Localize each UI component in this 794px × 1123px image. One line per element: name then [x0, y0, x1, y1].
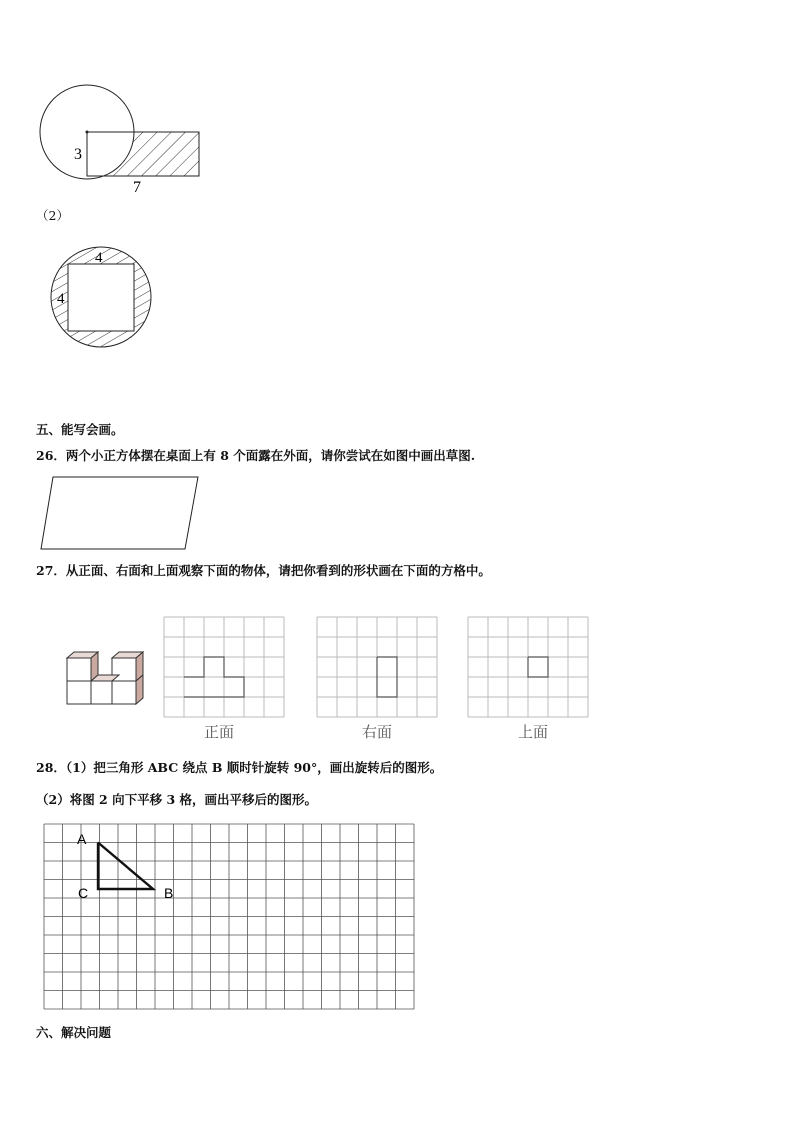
label-top: 4 [95, 250, 103, 266]
grid-label-right: 右面 [362, 723, 393, 741]
label-b: B [164, 885, 174, 901]
hatched-region [87, 132, 199, 176]
label-length: 7 [133, 179, 141, 196]
part-2-label: （2） [36, 208, 69, 223]
grid-front [163, 616, 289, 720]
label-height: 3 [74, 146, 82, 163]
figure-circle-rectangle [30, 75, 220, 200]
parallelogram [38, 474, 203, 554]
question-26: 26．两个小正方体摆在桌面上有 8 个面露在外面，请你尝试在如图中画出草图. [36, 448, 476, 463]
large-grid [44, 824, 414, 1009]
grid-label-top: 上面 [518, 723, 549, 741]
grid-label-front: 正面 [204, 723, 235, 741]
question-28-part-1: 28．（1）把三角形 ABC 绕点 B 顺时针旋转 90°，画出旋转后的图形。 [36, 760, 443, 775]
grid-triangle [42, 823, 418, 1015]
cube-object [62, 650, 147, 710]
section-5-heading: 五、能写会画。 [36, 422, 124, 437]
question-27: 27．从正面、右面和上面观察下面的物体，请把你看到的形状画在下面的方格中。 [36, 563, 491, 578]
grid-top [467, 616, 593, 720]
label-c: C [78, 885, 89, 901]
label-left: 4 [57, 291, 65, 307]
label-a: A [77, 831, 87, 847]
square [68, 264, 134, 331]
triangle-abc [98, 843, 153, 890]
section-6-heading: 六、解决问题 [36, 1025, 112, 1040]
grid-right [316, 616, 442, 720]
center-point [86, 131, 89, 134]
figure-square-in-circle [45, 240, 165, 355]
question-28-part-2: （2）将图 2 向下平移 3 格，画出平移后的图形。 [36, 792, 318, 807]
